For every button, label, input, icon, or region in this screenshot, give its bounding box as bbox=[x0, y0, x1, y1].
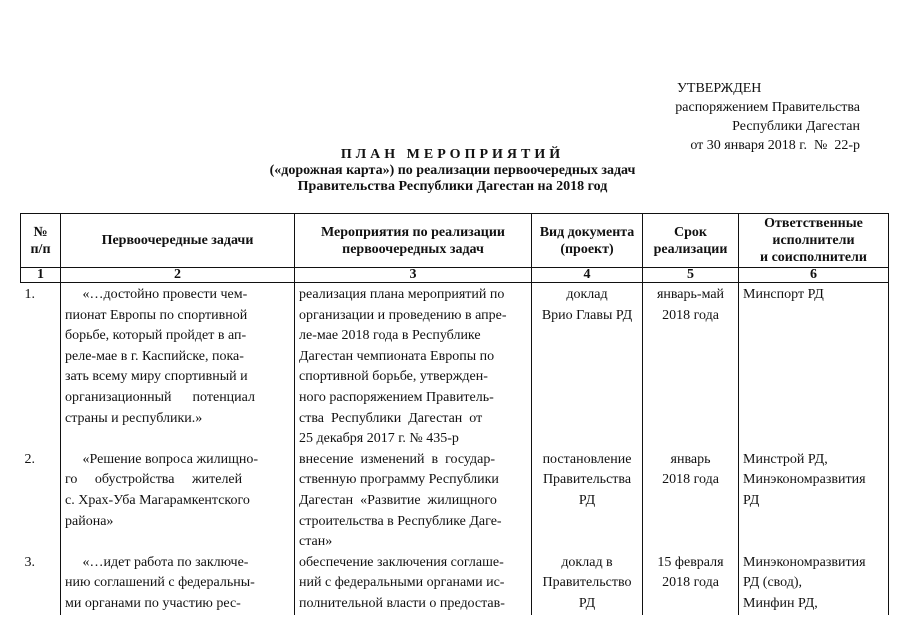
row-number: 1. bbox=[21, 283, 61, 450]
table-row bbox=[21, 553, 889, 615]
header-responsible: Ответственные исполнители и соисполнители bbox=[739, 214, 889, 268]
row-task: «…достойно провести чем- пионат Европы по спортивной борьбе, который пройдет в ап- реле-мае в г. Каспийске, пока- зать всему миру спортивный и организационный потенциал страны и республики.» bbox=[61, 283, 295, 450]
row-measure: внесение изменений в государ- ственную программу Республики Дагестан «Развитие жилищного строительства в Республике Даге- стан» bbox=[295, 450, 532, 553]
header-measure: Мероприятия по реализации первоочередных задач bbox=[295, 214, 532, 268]
table-row bbox=[21, 450, 889, 553]
row-responsible: Минэкономразвития РД (свод), Минфин РД, bbox=[739, 553, 889, 615]
approval-block bbox=[560, 79, 860, 155]
row-responsible: Минстрой РД, Минэкономразвития РД bbox=[739, 450, 889, 553]
row-term: 15 февраля 2018 года bbox=[643, 553, 739, 615]
row-number: 2. bbox=[21, 450, 61, 553]
plan-table bbox=[20, 213, 889, 615]
column-number: 4 bbox=[532, 268, 643, 283]
table-header-row bbox=[21, 214, 889, 268]
column-number: 1 bbox=[21, 268, 61, 283]
row-measure: реализация плана мероприятий по организации и проведению в апре- ле-мае 2018 года в Республике Дагестан чемпионата Европы по спортивной борьбе, утвержден- ного распоряжением Правитель- ства Республики Дагестан от 25 декабря 2017 г. № 435-р bbox=[295, 283, 532, 450]
header-number: № п/п bbox=[21, 214, 61, 268]
row-task: «Решение вопроса жилищно- го обустройства жителей с. Храх-Уба Магарамкентского района» bbox=[61, 450, 295, 553]
approval-heading: УТВЕРЖДЕН bbox=[677, 81, 762, 96]
title-line-3: Правительства Республики Дагестан на 2018 год bbox=[297, 179, 608, 194]
row-term: январь-май 2018 года bbox=[643, 283, 739, 450]
column-number: 2 bbox=[61, 268, 295, 283]
approval-line-2: распоряжением Правительства bbox=[675, 100, 860, 115]
approval-line-3: Республики Дагестан bbox=[732, 119, 860, 134]
title-line-2: («дорожная карта») по реализации первоочередных задач bbox=[269, 163, 636, 178]
row-responsible: Минспорт РД bbox=[739, 283, 889, 450]
title-line-1: ПЛАН МЕРОПРИЯТИЙ bbox=[340, 147, 565, 162]
header-task: Первоочередные задачи bbox=[61, 214, 295, 268]
row-term: январь 2018 года bbox=[643, 450, 739, 553]
column-number: 5 bbox=[643, 268, 739, 283]
row-number: 3. bbox=[21, 553, 61, 615]
row-task: «…идет работа по заключе- нию соглашений с федеральны- ми органами по участию рес- bbox=[61, 553, 295, 615]
document-title bbox=[0, 147, 905, 195]
header-term: Срок реализации bbox=[643, 214, 739, 268]
table-row bbox=[21, 283, 889, 450]
row-measure: обеспечение заключения соглаше- ний с федеральными органами ис- полнительной власти о предостав- bbox=[295, 553, 532, 615]
row-doc-type: доклад в Правительство РД bbox=[532, 553, 643, 615]
approval-date-number: от 30 января 2018 г. № 22-р bbox=[690, 138, 860, 153]
column-number: 6 bbox=[739, 268, 889, 283]
header-doc-type: Вид документа (проект) bbox=[532, 214, 643, 268]
row-doc-type: постановление Правительства РД bbox=[532, 450, 643, 553]
row-doc-type: доклад Врио Главы РД bbox=[532, 283, 643, 450]
column-number-row bbox=[21, 268, 889, 283]
column-number: 3 bbox=[295, 268, 532, 283]
